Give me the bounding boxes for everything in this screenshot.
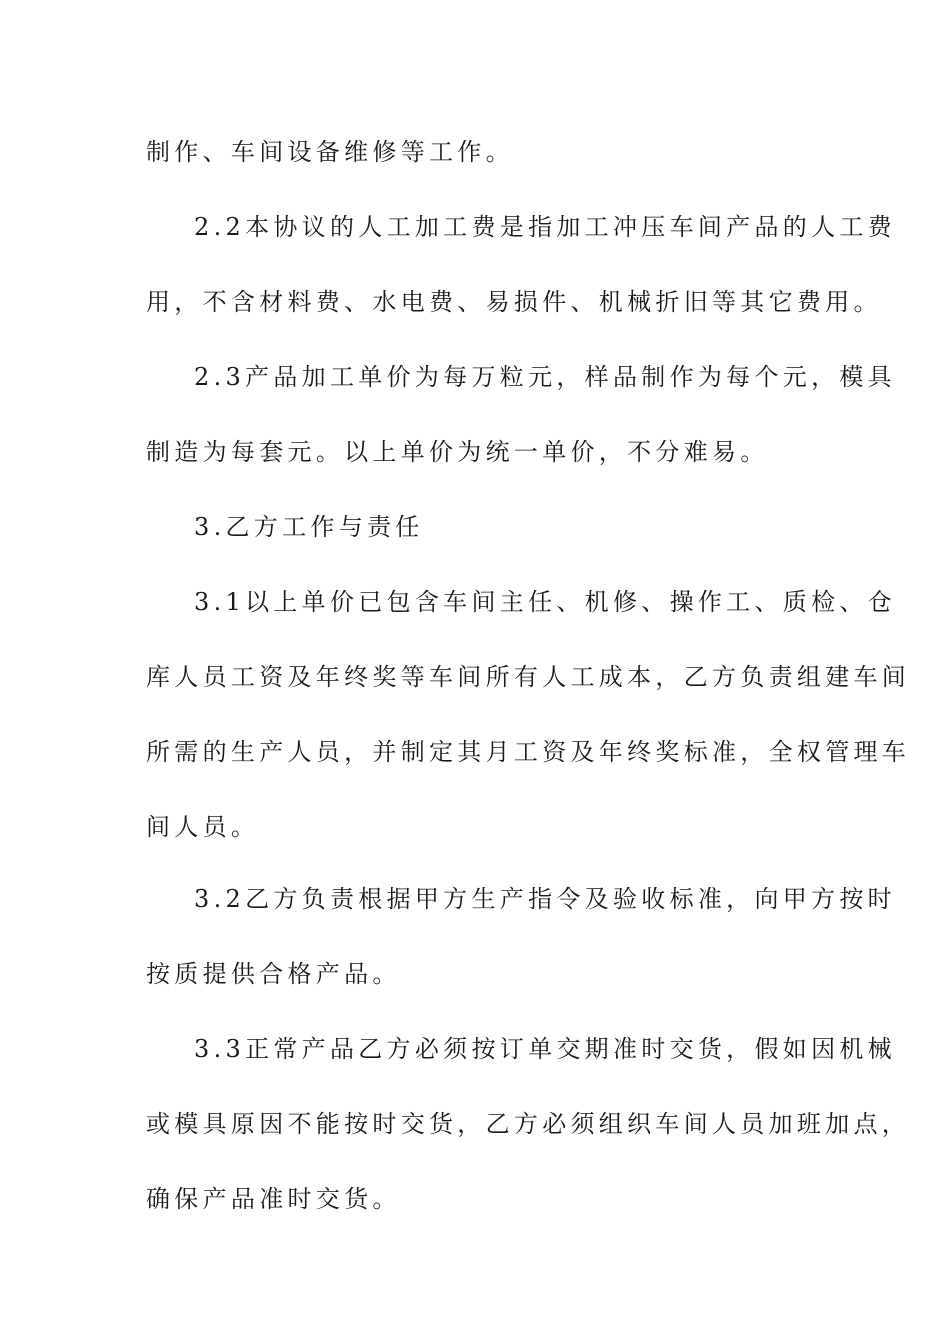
clause-3-2-line-2: 按质提供合格产品。: [146, 960, 401, 988]
clause-3-3-line-3: 确保产品准时交货。: [146, 1185, 401, 1213]
text-line-1: 制作、车间设备维修等工作。: [146, 138, 514, 166]
clause-3-3-line-2: 或模具原因不能按时交货，乙方必须组织车间人员加班加点，: [146, 1110, 911, 1138]
clause-2-2-line-1: 2.2本协议的人工加工费是指加工冲压车间产品的人工费: [194, 213, 896, 241]
clause-2-3-line-2: 制造为每套元。以上单价为统一单价，不分难易。: [146, 438, 769, 466]
clause-3-2-line-1: 3.2乙方负责根据甲方生产指令及验收标准，向甲方按时: [194, 885, 896, 913]
clause-3-1-line-2: 库人员工资及年终奖等车间所有人工成本，乙方负责组建车间: [146, 663, 911, 691]
clause-3-1-line-3: 所需的生产人员，并制定其月工资及年终奖标准，全权管理车: [146, 738, 911, 766]
clause-2-2-line-2: 用，不含材料费、水电费、易损件、机械折旧等其它费用。: [146, 288, 882, 316]
clause-3-1-line-4: 间人员。: [146, 813, 260, 841]
clause-3-3-line-1: 3.3正常产品乙方必须按订单交期准时交货，假如因机械: [194, 1035, 896, 1063]
section-3-heading: 3.乙方工作与责任: [194, 513, 424, 541]
clause-2-3-line-1: 2.3产品加工单价为每万粒元，样品制作为每个元，模具: [194, 363, 896, 391]
clause-3-1-line-1: 3.1以上单价已包含车间主任、机修、操作工、质检、仓: [194, 588, 896, 616]
